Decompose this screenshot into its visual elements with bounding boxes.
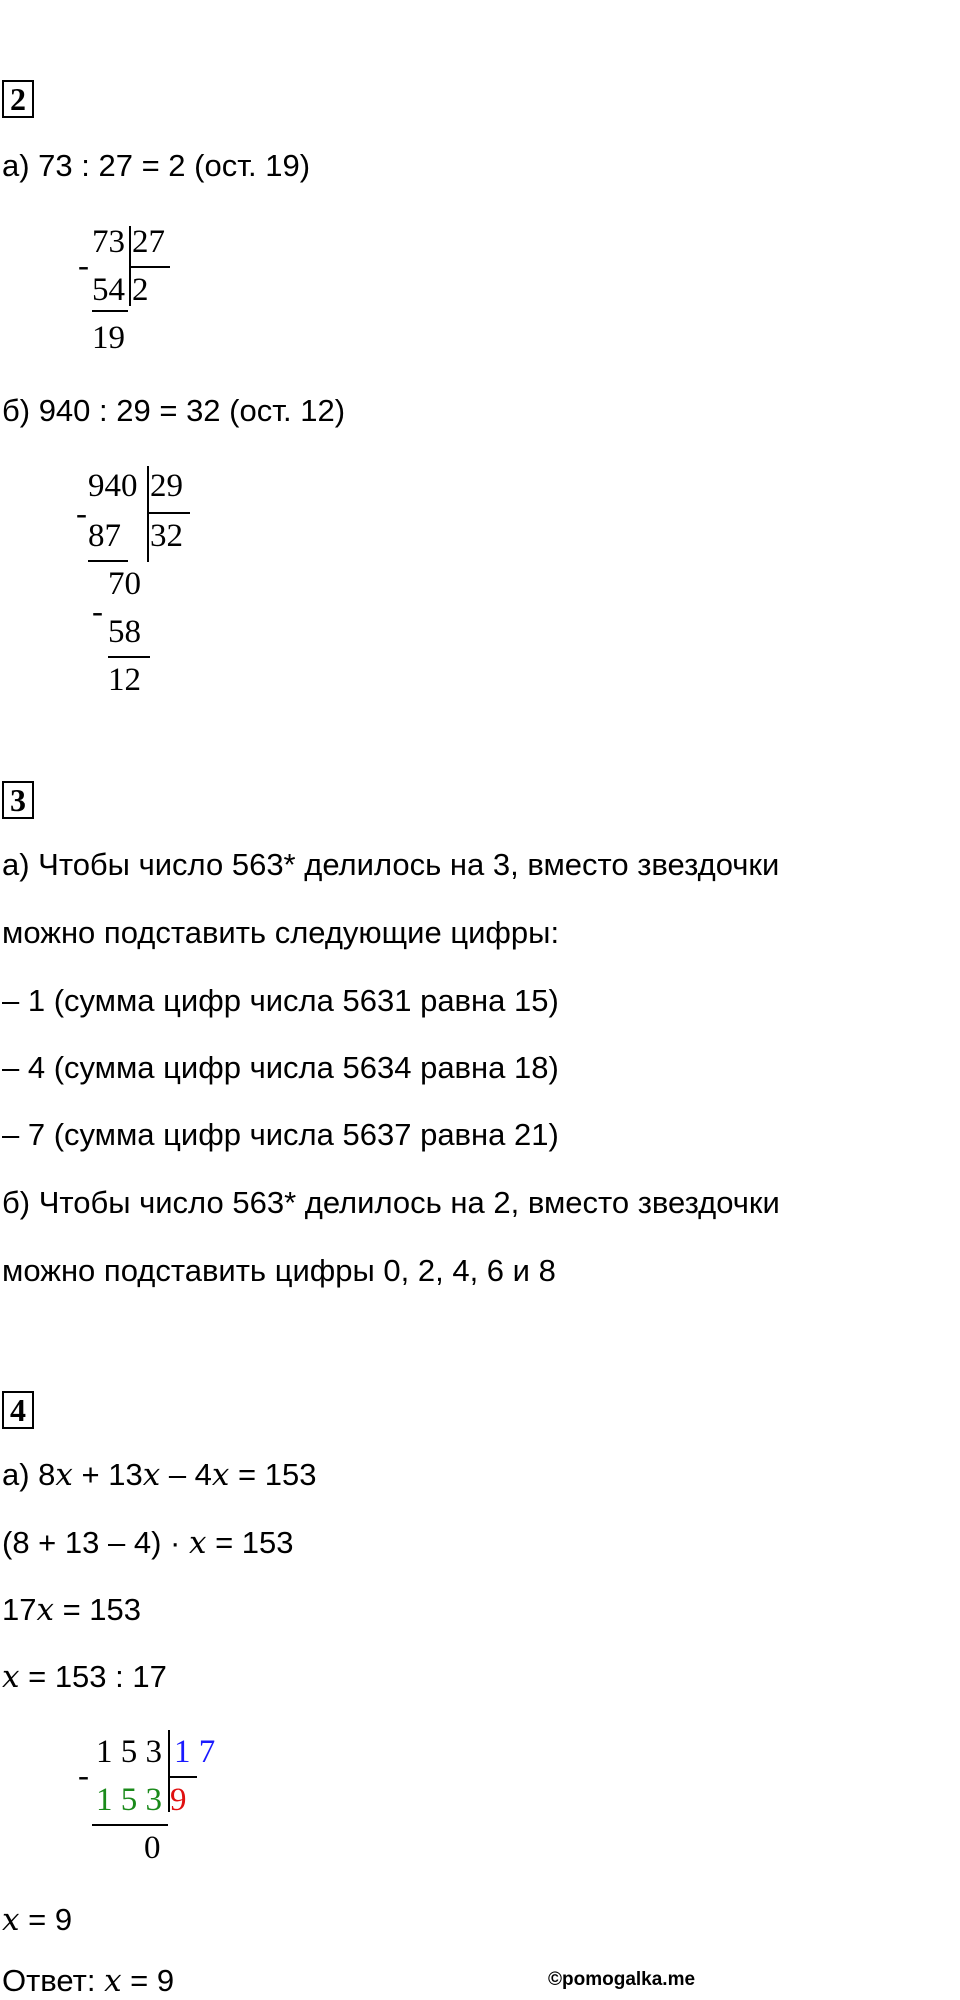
- divisor: 29: [150, 468, 183, 504]
- task4-equation-4: x = 153 : 17: [2, 1659, 167, 1695]
- task2-b-equation: б) 940 : 29 = 32 (ост. 12): [2, 393, 346, 428]
- minus-sign: -: [78, 1758, 89, 1794]
- divisor: 1 7: [174, 1734, 216, 1770]
- quotient: 2: [132, 272, 149, 308]
- division-bar-horizontal: [148, 512, 190, 514]
- dividend: 1 5 3: [96, 1734, 162, 1770]
- division-bar-horizontal: [169, 1776, 197, 1778]
- division-bar-horizontal: [130, 266, 170, 268]
- subtraction-line: [92, 310, 128, 312]
- subtraction-line-1: [88, 560, 128, 562]
- task4-result: x = 9: [2, 1902, 73, 1938]
- product-2: 58: [108, 614, 141, 650]
- task3-line-7: можно подставить цифры 0, 2, 4, 6 и 8: [2, 1253, 556, 1288]
- task3-line-4: – 4 (сумма цифр числа 5634 равна 18): [2, 1050, 559, 1085]
- remainder: 19: [92, 320, 125, 356]
- task-number-4: 4: [2, 1391, 34, 1429]
- task3-line-2: можно подставить следующие цифры:: [2, 915, 560, 950]
- task4-equation-1: а) 8x + 13x – 4x = 153: [2, 1457, 317, 1493]
- minus-sign-1: -: [76, 496, 87, 532]
- watermark: ©pomogalka.me: [548, 1969, 696, 1990]
- product: 54: [92, 272, 125, 308]
- product: 1 5 3: [96, 1782, 162, 1818]
- dividend: 940: [88, 468, 138, 504]
- quotient: 32: [150, 518, 183, 554]
- task3-line-1: а) Чтобы число 563* делилось на 3, вместо звездочки: [2, 847, 780, 882]
- task4-answer: Ответ: x = 9: [2, 1963, 175, 1999]
- division-bar-vertical: [147, 466, 149, 562]
- subtraction-line-2: [108, 656, 150, 658]
- task3-line-3: – 1 (сумма цифр числа 5631 равна 15): [2, 983, 559, 1018]
- minus-sign-2: -: [92, 594, 103, 630]
- step-2: 70: [108, 566, 141, 602]
- minus-sign: -: [78, 248, 89, 284]
- task3-line-6: б) Чтобы число 563* делилось на 2, вместо звездочки: [2, 1185, 780, 1220]
- task2-a-equation: а) 73 : 27 = 2 (ост. 19): [2, 148, 311, 183]
- task4-equation-3: 17x = 153: [2, 1592, 142, 1628]
- remainder: 12: [108, 662, 141, 698]
- task-number-3: 3: [2, 781, 34, 819]
- product-1: 87: [88, 518, 121, 554]
- dividend: 73: [92, 224, 125, 260]
- task4-equation-2: (8 + 13 – 4) · x = 153: [2, 1525, 294, 1561]
- remainder: 0: [144, 1830, 161, 1866]
- task-number-2: 2: [2, 80, 34, 118]
- quotient: 9: [170, 1782, 187, 1818]
- subtraction-line: [92, 1824, 168, 1826]
- divisor: 27: [132, 224, 165, 260]
- task3-line-5: – 7 (сумма цифр числа 5637 равна 21): [2, 1117, 559, 1152]
